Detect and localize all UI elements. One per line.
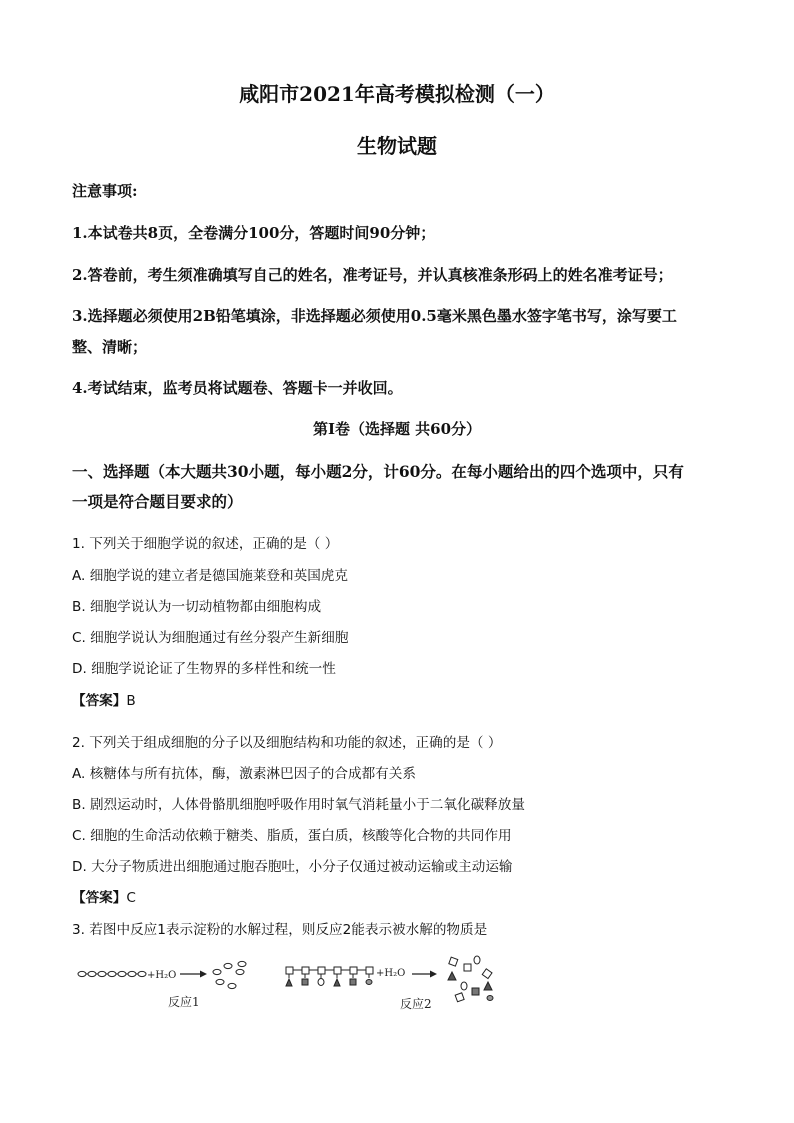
question-3-stem: 3. 若图中反应1表示淀粉的水解过程，则反应2能表示被水解的物质是 xyxy=(72,922,488,938)
answer-tag: 【答案】 xyxy=(72,890,127,906)
note-item-2: 2.答卷前，考生须准确填写自己的姓名，准考证号，并认真核准条形码上的姓名准考证号； xyxy=(72,266,673,284)
answer-value: B xyxy=(126,693,136,709)
glucose-monomers xyxy=(213,961,246,988)
part-title-line2: 一项是符合题目要求的） xyxy=(72,492,243,511)
question-2-stem: 2. 下列关于组成细胞的分子以及细胞结构和功能的叙述，正确的是（ ） xyxy=(72,735,502,751)
question-1-option-b: B. 细胞学说认为一切动植物都由细胞构成 xyxy=(72,599,322,615)
question-1-option-d: D. 细胞学说论证了生物界的多样性和统一性 xyxy=(72,661,336,677)
note-item-1: 1.本试卷共8页，全卷满分100分，答题时间90分钟； xyxy=(72,224,436,242)
question-2-option-a: A. 核糖体与所有抗体，酶，激素淋巴因子的合成都有关系 xyxy=(72,766,416,782)
hydrolysis-figure xyxy=(72,950,522,1022)
question-1-answer xyxy=(72,689,136,709)
polymer-chain xyxy=(286,967,373,986)
answer-tag: 【答案】 xyxy=(72,693,127,709)
amino-acid-monomers xyxy=(448,956,493,1002)
water-label-1: +H₂O xyxy=(147,970,177,981)
reaction-2-label: 反应2 xyxy=(400,997,432,1011)
question-2-option-b: B. 剧烈运动时，人体骨骼肌细胞呼吸作用时氧气消耗量小于二氧化碳释放量 xyxy=(72,797,525,813)
question-2-option-c: C. 细胞的生命活动依赖于糖类、脂质，蛋白质，核酸等化合物的共同作用 xyxy=(72,828,512,844)
question-1-stem: 1. 下列关于细胞学说的叙述，正确的是（ ） xyxy=(72,536,339,552)
arrow-1-icon xyxy=(180,971,207,978)
question-2-option-d: D. 大分子物质进出细胞通过胞吞胞吐，小分子仅通过被动运输或主动运输 xyxy=(72,859,513,875)
notes-heading: 注意事项: xyxy=(72,182,138,200)
page-subtitle: 生物试题 xyxy=(357,134,437,158)
question-1-option-a: A. 细胞学说的建立者是德国施莱登和英国虎克 xyxy=(72,568,348,584)
question-2-answer xyxy=(72,886,136,906)
note-item-4: 4.考试结束，监考员将试题卷、答题卡一并收回。 xyxy=(72,379,403,397)
arrow-2-icon xyxy=(412,971,437,978)
water-label-2: +H₂O xyxy=(376,968,406,979)
note-item-3: 3.选择题必须使用2B铅笔填涂，非选择题必须使用0.5毫米黑色墨水签字笔书写，涂写要工 xyxy=(72,307,677,325)
reaction-1-label: 反应1 xyxy=(168,995,200,1009)
part-title-line1: 一、选择题（本大题共30小题，每小题2分，计60分。在每小题给出的四个选项中，只有 xyxy=(72,462,684,481)
note-item-3-cont: 整、清晰； xyxy=(72,338,148,356)
starch-chain xyxy=(78,971,146,976)
question-1-option-c: C. 细胞学说认为细胞通过有丝分裂产生新细胞 xyxy=(72,630,349,646)
section-heading: 第Ⅰ卷（选择题 共60分） xyxy=(312,420,482,438)
page-title: 咸阳市2021年高考模拟检测（一） xyxy=(239,82,555,106)
answer-value: C xyxy=(126,890,136,906)
